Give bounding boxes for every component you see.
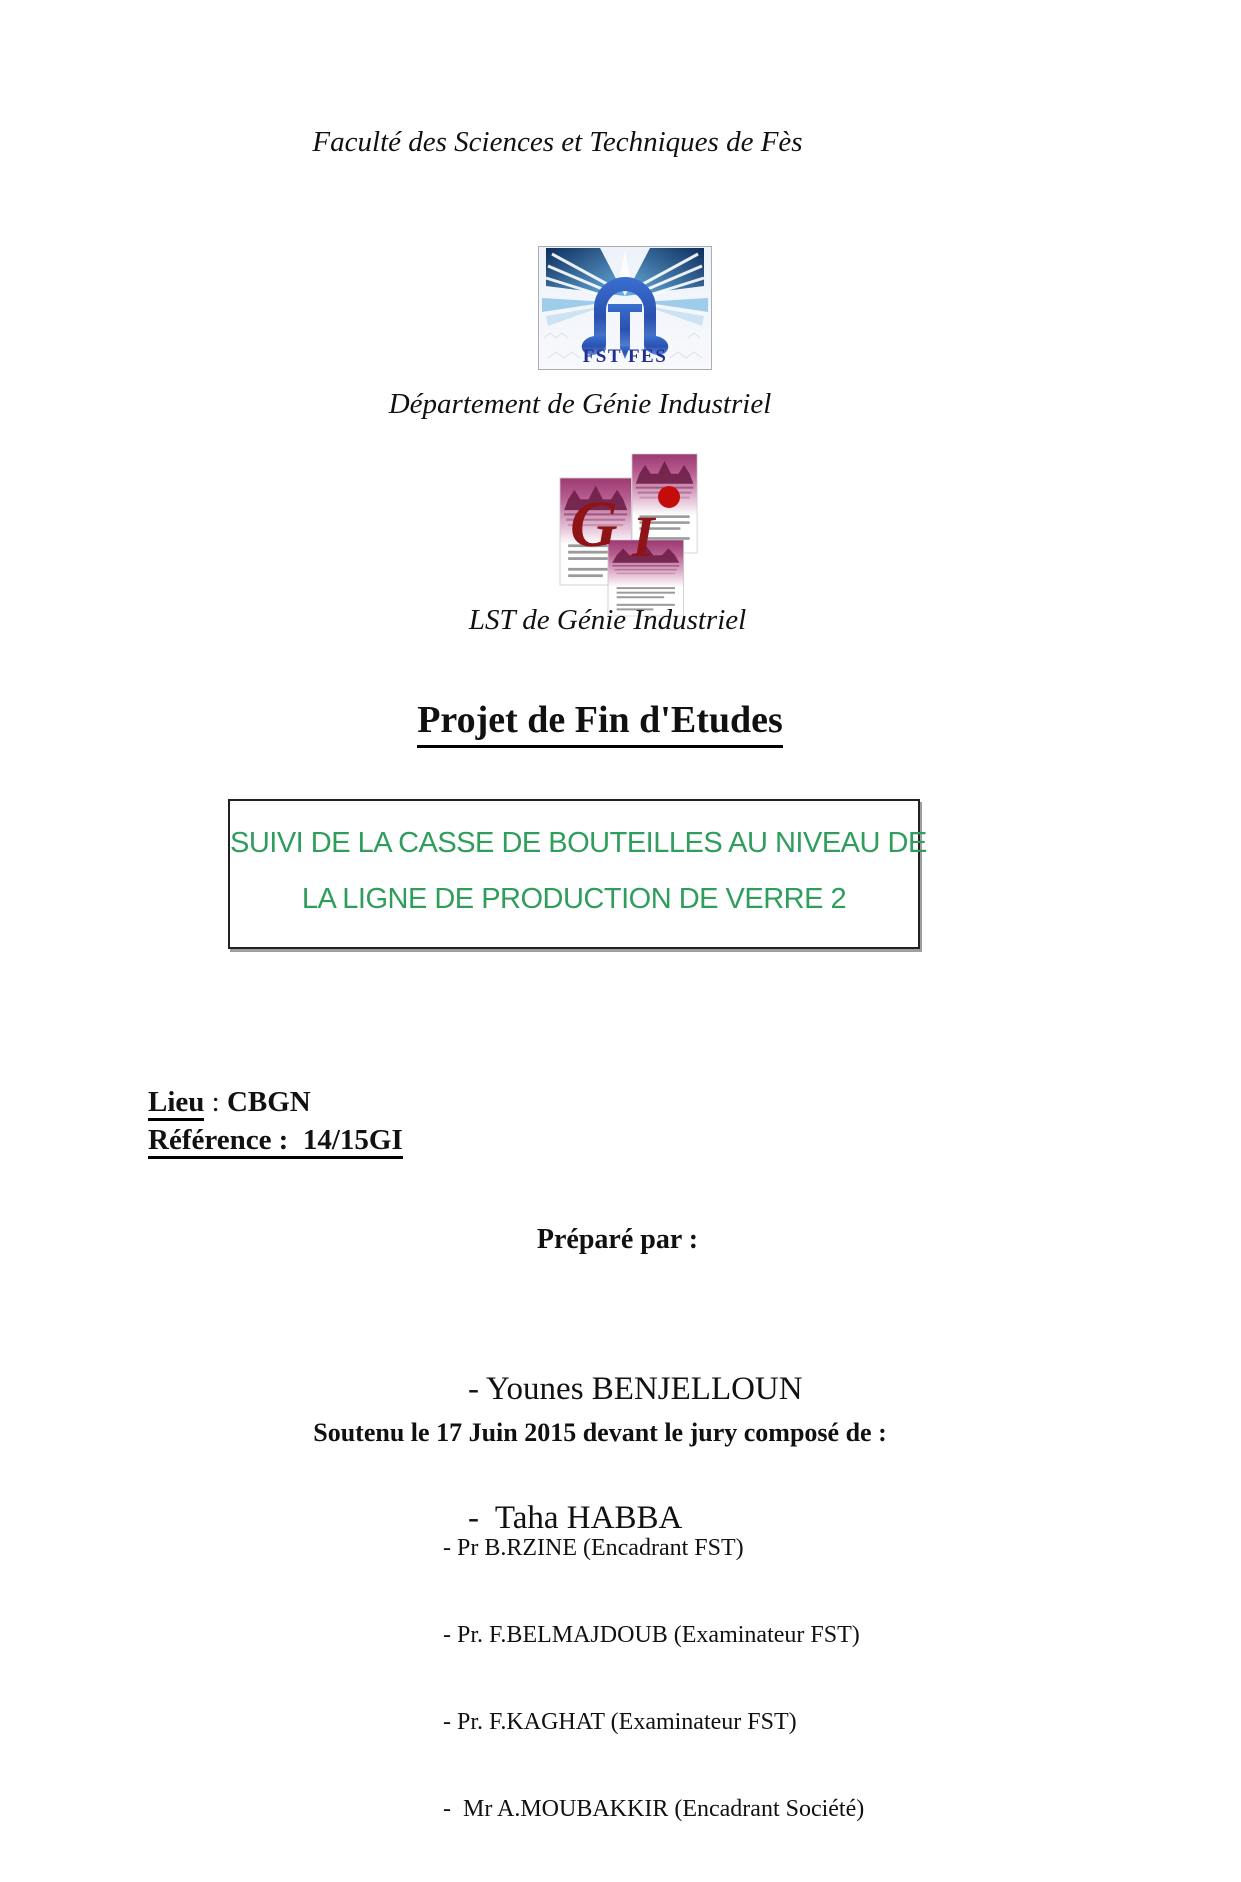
- project-title-box: [228, 799, 927, 949]
- jury-item: - Pr. F.BELMAJDOUB (Examinateur FST): [443, 1622, 860, 1648]
- reference-text: Référence : 14/15GI: [148, 1124, 403, 1159]
- gi-logo: [558, 452, 703, 617]
- project-title-line2: LA LIGNE DE PRODUCTION DE VERRE 2: [301, 883, 847, 915]
- location-separator: :: [204, 1086, 227, 1118]
- gi-letter-i-dot: [658, 486, 680, 508]
- doc-type-title-text: Projet de Fin d'Etudes: [417, 698, 783, 748]
- prepared-by-label: Préparé par :: [536, 1224, 699, 1255]
- gi-letter-i: I: [632, 504, 655, 569]
- author-item: - Taha HABBA: [468, 1500, 683, 1536]
- gi-letter-g: G: [570, 488, 618, 561]
- jury-item: - Mr A.MOUBAKKIR (Encadrant Société): [443, 1796, 865, 1822]
- program-title: LST de Génie Industriel: [468, 604, 747, 636]
- fst-logo-caption: FST FES: [582, 346, 668, 367]
- project-title-line1: SUIVI DE LA CASSE DE BOUTEILLES AU NIVEAU DE: [230, 827, 927, 859]
- jury-item: - Pr. F.KAGHAT (Examinateur FST): [443, 1709, 797, 1735]
- author-item: - Younes BENJELLOUN: [468, 1371, 803, 1407]
- jury-list: [443, 1476, 864, 1882]
- fst-fes-logo: [538, 246, 712, 370]
- doc-type-title: [0, 698, 1200, 748]
- jury-item: - Pr B.RZINE (Encadrant FST): [443, 1535, 744, 1561]
- location-label: Lieu: [148, 1086, 204, 1121]
- location-value: CBGN: [226, 1086, 311, 1118]
- reference-line: [148, 1121, 403, 1159]
- location-line: [148, 1083, 403, 1121]
- jury-intro: Soutenu le 17 Juin 2015 devant le jury composé de :: [313, 1418, 887, 1447]
- faculty-title: Faculté des Sciences et Techniques de Fès: [312, 126, 803, 158]
- meta-block: [148, 1083, 403, 1159]
- department-title: Département de Génie Industriel: [388, 388, 772, 420]
